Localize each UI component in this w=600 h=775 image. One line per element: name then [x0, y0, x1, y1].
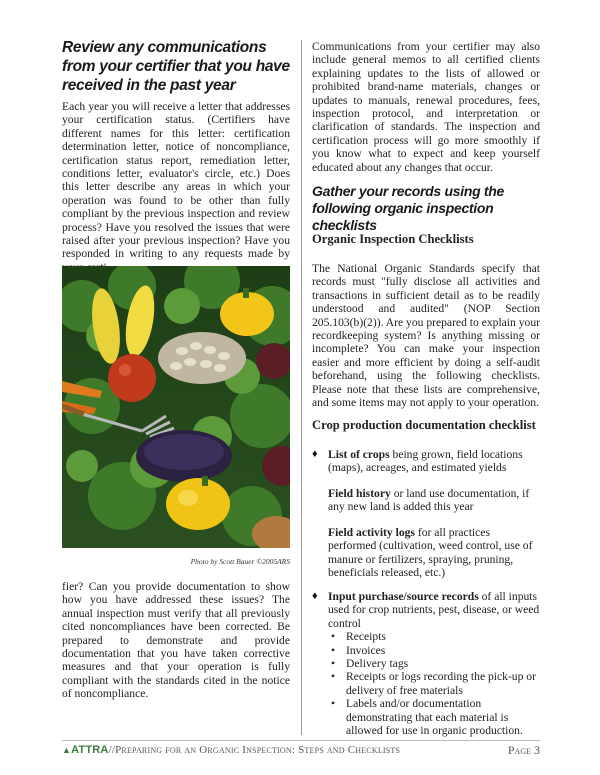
checklist-title: Crop production documentation checklist — [312, 418, 536, 432]
attra-logo: ▲ATTRA — [62, 744, 109, 756]
footer-title — [62, 744, 400, 756]
list-item: • Receipts or logs recording the pick-up or delivery of free materials — [328, 670, 540, 697]
footer-publication-title: //Preparing for an Organic Inspection: Steps and Checklists — [108, 744, 401, 756]
paragraph-national-standards: The National Organic Standards specify that records must "fully disclose all activities and transactions in sufficient detail as to be readily understood and audited" (NOP Section 205.103(b)(2)). Are you prepared to explain your recordkeeping system? Is anything missing or incomplete? You can make your inspection easier and more efficient by doing a self-audit beforehand, using the following checklists. Please note that these lists are comprehensive, and some items may not apply to your operation. — [312, 262, 540, 410]
item-label: Field history — [328, 487, 391, 500]
item-description: or land use documentation, if any new land is added this year — [328, 487, 530, 514]
item-label: Field activity logs — [328, 526, 415, 539]
list-item: • Labels and/or documentation demonstrating that each material is allowed for use in organic production. — [328, 697, 540, 737]
paragraph-general-memos: Communications from your certifier may also include general memos to all certified clients explaining updates to the lists of allowed or prohibited brand-name materials, changes or updates to manuals, renewal procedures, fees, inspection protocol, and interpretation or clarification of standards. The inspection and certification process will go more smoothly if you know what to expect and keep yourself educated about any changes that occur. — [312, 40, 540, 174]
paragraph-certification-letter: Each year you will receive a letter that addresses your certification status. (Certifiers have different names for this letter: certification determination letter, notice of noncompliance, certification status report, remediation letter, conditions letter, evaluator's circle, etc.) Does this letter describe any areas in which your operation was found to be other than fully compliant by the previous inspection and review process? Have you resolved the issues that were raised after your previous inspection? Have you responded in writing to any requests made by — [62, 100, 290, 261]
checklist-item-field-activity — [312, 526, 540, 580]
checklist-item-crops — [312, 448, 540, 475]
item-description: being grown, field locations (maps), acreages, and estimated yields — [328, 448, 523, 475]
list-item: • Receipts — [328, 630, 540, 643]
checklist-item-input-records — [312, 590, 540, 737]
paragraph-documentation: fier? Can you provide documentation to show how you have addressed these issues? The annual inspection must verify that all previously cited noncompliances have been corrected. Be prepared to demonstrate and provide documentation that you have taken corrective measures and that your operation is fully compliant with the standards cited in the notice of noncompliance. — [62, 580, 290, 701]
column-divider — [301, 40, 302, 735]
diamond-bullet-icon: ♦ — [312, 590, 318, 602]
item-description: of all inputs used for crop nutrients, pest, disease, or weed control — [328, 590, 540, 630]
list-item: • Invoices — [328, 644, 540, 657]
item-label: Input purchase/source records — [328, 590, 479, 603]
page-number: Page 3 — [507, 743, 540, 757]
item-description: for all practices performed (cultivation, weed control, use of manure or fertilizers, spraying, pruning, beneficials released, etc.) — [328, 526, 533, 580]
photo-caption: Photo by Scott Bauer ©2005ARS — [190, 557, 290, 566]
checklist-item-field-history — [312, 487, 540, 514]
subheading-organic-checklists: Organic Inspection Checklists — [312, 232, 474, 246]
vegetables-photo — [62, 266, 290, 548]
section-heading-gather-records: Gather your records using the following organic inspection checklists — [312, 183, 505, 233]
section-heading-communications: Review any communications from your certifier that you have received in the past year — [62, 39, 290, 94]
item-label: List of crops — [328, 448, 390, 461]
page-footer — [62, 740, 540, 759]
vegetables-illustration — [62, 266, 290, 548]
diamond-bullet-icon: ♦ — [312, 448, 318, 460]
list-item: • Delivery tags — [328, 657, 540, 670]
input-records-sublist — [328, 630, 540, 737]
